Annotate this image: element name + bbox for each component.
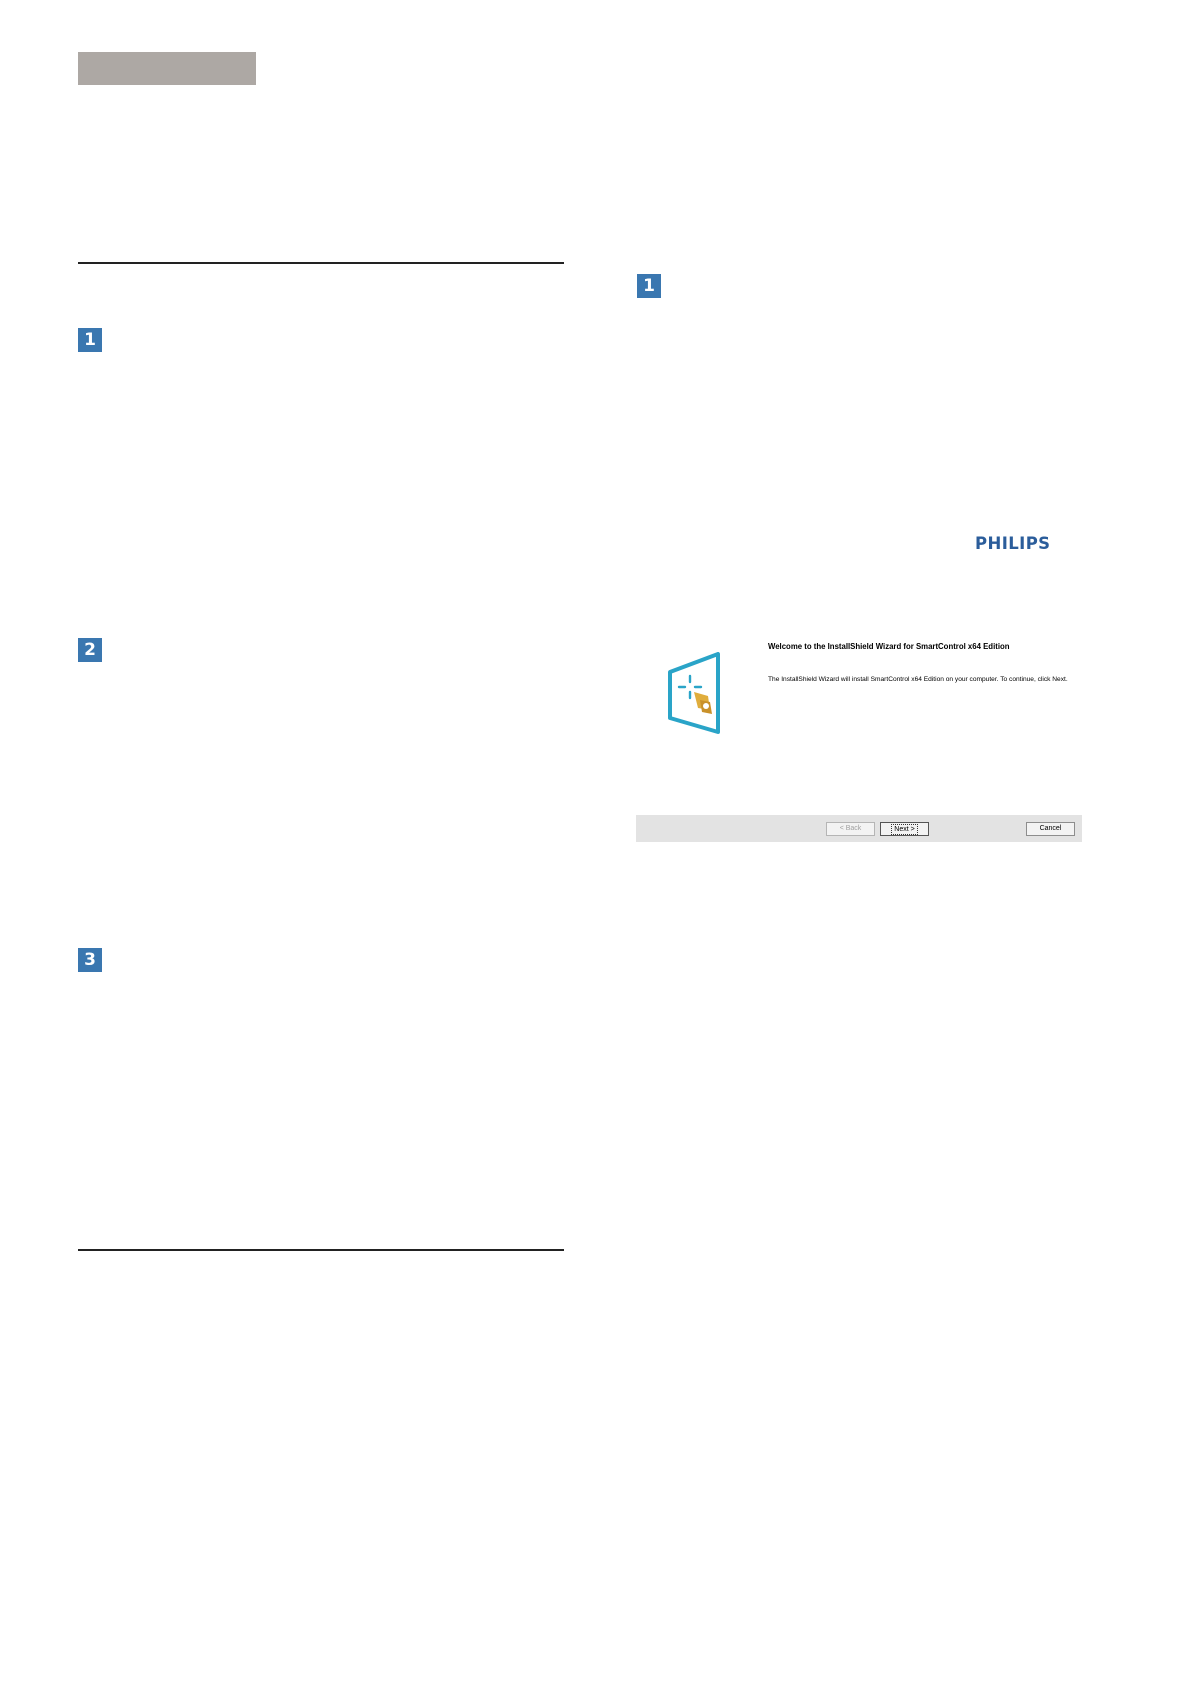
top-divider: [78, 262, 564, 264]
step-badge-3: 3: [78, 948, 102, 972]
right-step-badge-1: 1: [637, 274, 661, 298]
step-badge-1: 1: [78, 328, 102, 352]
bottom-divider: [78, 1249, 564, 1251]
philips-logo: PHILIPS: [975, 534, 1051, 553]
smartcontrol-monitor-icon: [666, 652, 726, 734]
cancel-button[interactable]: Cancel: [1026, 822, 1075, 836]
installshield-wizard-window: [636, 520, 1082, 842]
wizard-button-bar: [636, 815, 1082, 842]
step-badge-2: 2: [78, 638, 102, 662]
back-button[interactable]: < Back: [826, 822, 875, 836]
welcome-body: The InstallShield Wizard will install SmartControl x64 Edition on your computer. To continue, click Next.: [768, 676, 1068, 683]
next-button[interactable]: [880, 822, 929, 836]
welcome-title: Welcome to the InstallShield Wizard for SmartControl x64 Edition: [768, 642, 1010, 651]
next-button-label: Next >: [891, 824, 917, 835]
section-header-bar: [78, 52, 256, 85]
